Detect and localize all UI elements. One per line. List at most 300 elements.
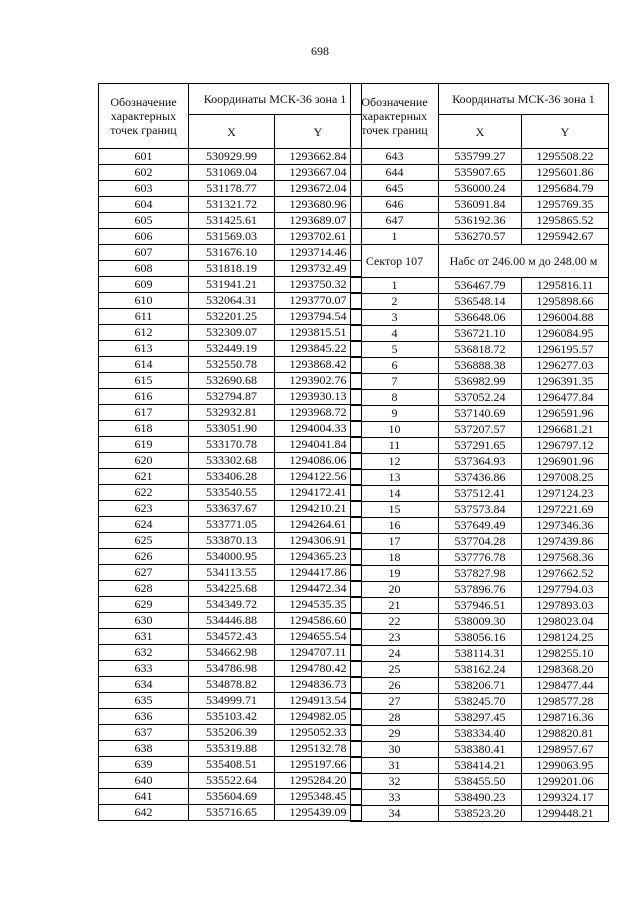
y-cell: 1298255.10 [522, 646, 609, 662]
table-row [99, 261, 362, 277]
point-id-cell: 29 [351, 726, 439, 742]
table-row [99, 549, 362, 565]
x-cell: 531178.77 [189, 181, 275, 197]
x-cell: 536000.24 [439, 181, 522, 197]
point-id-cell: 7 [351, 374, 439, 390]
x-cell: 536818.72 [439, 342, 522, 358]
y-cell: 1299324.17 [522, 790, 609, 806]
x-cell: 533540.55 [189, 485, 275, 501]
table-row [351, 790, 609, 806]
x-cell: 535716.65 [189, 805, 275, 821]
table-row [351, 470, 609, 486]
point-id-cell: 1 [351, 278, 439, 294]
x-cell: 537896.76 [439, 582, 522, 598]
y-cell: 1294004.33 [275, 421, 362, 437]
point-id-cell: 625 [99, 533, 189, 549]
point-id-cell: 643 [351, 149, 439, 165]
point-id-cell: 619 [99, 437, 189, 453]
table-row [351, 197, 609, 213]
point-id-cell: 2 [351, 294, 439, 310]
x-cell: 535103.42 [189, 709, 275, 725]
y-cell: 1295816.11 [522, 278, 609, 294]
point-id-cell: 25 [351, 662, 439, 678]
x-cell: 536467.79 [439, 278, 522, 294]
table-row [99, 245, 362, 261]
y-cell: 1297662.52 [522, 566, 609, 582]
x-cell: 538162.24 [439, 662, 522, 678]
x-cell: 532064.31 [189, 293, 275, 309]
table-row [351, 294, 609, 310]
table-row [351, 806, 609, 822]
point-id-cell: 13 [351, 470, 439, 486]
x-cell: 532794.87 [189, 389, 275, 405]
y-cell: 1295769.35 [522, 197, 609, 213]
y-cell: 1294122.56 [275, 469, 362, 485]
y-cell: 1293714.46 [275, 245, 362, 261]
table-row [99, 341, 362, 357]
point-id-cell: 34 [351, 806, 439, 822]
x-cell: 538380.41 [439, 742, 522, 758]
y-cell: 1294210.21 [275, 501, 362, 517]
table-row [351, 630, 609, 646]
point-id-cell: 21 [351, 598, 439, 614]
x-cell: 537512.41 [439, 486, 522, 502]
y-cell: 1298023.04 [522, 614, 609, 630]
x-cell: 531321.72 [189, 197, 275, 213]
y-cell: 1294041.84 [275, 437, 362, 453]
x-cell: 537946.51 [439, 598, 522, 614]
point-id-cell: 31 [351, 758, 439, 774]
y-cell: 1294264.61 [275, 517, 362, 533]
point-id-cell: 4 [351, 326, 439, 342]
table-row [351, 502, 609, 518]
point-id-cell: 9 [351, 406, 439, 422]
header-designation: Обозначение характерных точек границ [99, 84, 189, 149]
y-cell: 1298820.81 [522, 726, 609, 742]
y-cell: 1294913.54 [275, 693, 362, 709]
y-cell: 1294417.86 [275, 565, 362, 581]
y-cell: 1294982.05 [275, 709, 362, 725]
point-id-cell: 621 [99, 469, 189, 485]
x-cell: 538414.21 [439, 758, 522, 774]
table-row [351, 310, 609, 326]
y-cell: 1293968.72 [275, 405, 362, 421]
point-id-cell: 27 [351, 694, 439, 710]
point-id-cell: 612 [99, 325, 189, 341]
x-cell: 537776.78 [439, 550, 522, 566]
point-id-cell: 639 [99, 757, 189, 773]
table-row [99, 325, 362, 341]
point-id-cell: 634 [99, 677, 189, 693]
table-row [99, 661, 362, 677]
y-cell: 1293930.13 [275, 389, 362, 405]
point-id-cell: 15 [351, 502, 439, 518]
table-row [99, 165, 362, 181]
sector-row [351, 245, 609, 278]
point-id-cell: 644 [351, 165, 439, 181]
point-id-cell: 1 [351, 229, 439, 245]
x-cell: 538245.70 [439, 694, 522, 710]
table-row [99, 197, 362, 213]
header-x: X [439, 115, 522, 149]
table-row [99, 597, 362, 613]
y-cell: 1293815.51 [275, 325, 362, 341]
point-id-cell: 640 [99, 773, 189, 789]
table-row [99, 405, 362, 421]
y-cell: 1296901.96 [522, 454, 609, 470]
table-row [99, 357, 362, 373]
x-cell: 531676.10 [189, 245, 275, 261]
table-row [99, 725, 362, 741]
x-cell: 535319.88 [189, 741, 275, 757]
point-id-cell: 20 [351, 582, 439, 598]
table-row [99, 469, 362, 485]
point-id-cell: 645 [351, 181, 439, 197]
x-cell: 536648.06 [439, 310, 522, 326]
point-id-cell: 631 [99, 629, 189, 645]
y-cell: 1295684.79 [522, 181, 609, 197]
y-cell: 1295942.67 [522, 229, 609, 245]
y-cell: 1294172.41 [275, 485, 362, 501]
point-id-cell: 602 [99, 165, 189, 181]
table-row [351, 678, 609, 694]
table-row [351, 486, 609, 502]
x-cell: 537827.98 [439, 566, 522, 582]
x-cell: 534225.68 [189, 581, 275, 597]
table-row [99, 773, 362, 789]
point-id-cell: 18 [351, 550, 439, 566]
point-id-cell: 604 [99, 197, 189, 213]
x-cell: 538523.20 [439, 806, 522, 822]
y-cell: 1298716.36 [522, 710, 609, 726]
point-id-cell: 617 [99, 405, 189, 421]
table-row [99, 485, 362, 501]
point-id-cell: 638 [99, 741, 189, 757]
table-row [99, 693, 362, 709]
point-id-cell: 611 [99, 309, 189, 325]
x-cell: 536091.84 [439, 197, 522, 213]
y-cell: 1299063.95 [522, 758, 609, 774]
table-row [351, 774, 609, 790]
table-row [351, 229, 609, 245]
y-cell: 1297124.23 [522, 486, 609, 502]
y-cell: 1295439.09 [275, 805, 362, 821]
table-row [99, 565, 362, 581]
point-id-cell: 630 [99, 613, 189, 629]
table-row [351, 390, 609, 406]
y-cell: 1294535.35 [275, 597, 362, 613]
y-cell: 1293794.54 [275, 309, 362, 325]
point-id-cell: 636 [99, 709, 189, 725]
point-id-cell: 601 [99, 149, 189, 165]
y-cell: 1294472.34 [275, 581, 362, 597]
x-cell: 533406.28 [189, 469, 275, 485]
x-cell: 535408.51 [189, 757, 275, 773]
y-cell: 1294780.42 [275, 661, 362, 677]
table-row [351, 518, 609, 534]
point-id-cell: 603 [99, 181, 189, 197]
x-cell: 534999.71 [189, 693, 275, 709]
y-cell: 1296391.35 [522, 374, 609, 390]
point-id-cell: 5 [351, 342, 439, 358]
table-row [99, 613, 362, 629]
sector-label: Сектор 107 [351, 245, 439, 278]
table-row [351, 149, 609, 165]
table-row [99, 453, 362, 469]
point-id-cell: 613 [99, 341, 189, 357]
page-number: 698 [311, 44, 329, 58]
y-cell: 1295197.66 [275, 757, 362, 773]
point-id-cell: 618 [99, 421, 189, 437]
table-row [351, 342, 609, 358]
point-id-cell: 14 [351, 486, 439, 502]
table-row [351, 406, 609, 422]
x-cell: 536982.99 [439, 374, 522, 390]
point-id-cell: 614 [99, 357, 189, 373]
table-row [99, 277, 362, 293]
table-row [99, 677, 362, 693]
table-row [99, 741, 362, 757]
y-cell: 1296477.84 [522, 390, 609, 406]
header-y: Y [522, 115, 609, 149]
table-row [351, 181, 609, 197]
table-row [351, 614, 609, 630]
x-cell: 538490.23 [439, 790, 522, 806]
point-id-cell: 622 [99, 485, 189, 501]
x-cell: 531425.61 [189, 213, 275, 229]
x-cell: 534446.88 [189, 613, 275, 629]
table-row [351, 726, 609, 742]
y-cell: 1293680.96 [275, 197, 362, 213]
point-id-cell: 624 [99, 517, 189, 533]
y-cell: 1295898.66 [522, 294, 609, 310]
point-id-cell: 23 [351, 630, 439, 646]
point-id-cell: 32 [351, 774, 439, 790]
y-cell: 1297439.86 [522, 534, 609, 550]
y-cell: 1297346.36 [522, 518, 609, 534]
y-cell: 1296195.57 [522, 342, 609, 358]
point-id-cell: 620 [99, 453, 189, 469]
y-cell: 1293868.42 [275, 357, 362, 373]
y-cell: 1295284.20 [275, 773, 362, 789]
table-row [99, 517, 362, 533]
table-row [351, 422, 609, 438]
y-cell: 1298124.25 [522, 630, 609, 646]
y-cell: 1294707.11 [275, 645, 362, 661]
x-cell: 534349.72 [189, 597, 275, 613]
elevation-note: Набс от 246.00 м до 248.00 м [439, 245, 609, 278]
point-id-cell: 633 [99, 661, 189, 677]
table-row [351, 566, 609, 582]
y-cell: 1293662.84 [275, 149, 362, 165]
x-cell: 532690.68 [189, 373, 275, 389]
y-cell: 1299448.21 [522, 806, 609, 822]
table-row [351, 358, 609, 374]
table-row [351, 598, 609, 614]
table-row [99, 709, 362, 725]
table-row [351, 710, 609, 726]
x-cell: 531569.03 [189, 229, 275, 245]
x-cell: 537704.28 [439, 534, 522, 550]
y-cell: 1296797.12 [522, 438, 609, 454]
point-id-cell: 606 [99, 229, 189, 245]
header-y: Y [275, 115, 362, 149]
x-cell: 533051.90 [189, 421, 275, 437]
x-cell: 535206.39 [189, 725, 275, 741]
x-cell: 537436.86 [439, 470, 522, 486]
table-row [99, 309, 362, 325]
point-id-cell: 11 [351, 438, 439, 454]
point-id-cell: 628 [99, 581, 189, 597]
y-cell: 1294306.91 [275, 533, 362, 549]
x-cell: 531818.19 [189, 261, 275, 277]
header-x: X [189, 115, 275, 149]
x-cell: 533637.67 [189, 501, 275, 517]
point-id-cell: 635 [99, 693, 189, 709]
y-cell: 1298368.20 [522, 662, 609, 678]
table-row [99, 501, 362, 517]
x-cell: 532550.78 [189, 357, 275, 373]
x-cell: 532309.07 [189, 325, 275, 341]
y-cell: 1298477.44 [522, 678, 609, 694]
y-cell: 1293770.07 [275, 293, 362, 309]
point-id-cell: 642 [99, 805, 189, 821]
table-row [99, 629, 362, 645]
point-id-cell: 623 [99, 501, 189, 517]
x-cell: 536548.14 [439, 294, 522, 310]
x-cell: 538297.45 [439, 710, 522, 726]
point-id-cell: 615 [99, 373, 189, 389]
point-id-cell: 3 [351, 310, 439, 326]
point-id-cell: 26 [351, 678, 439, 694]
point-id-cell: 616 [99, 389, 189, 405]
x-cell: 531069.04 [189, 165, 275, 181]
x-cell: 536721.10 [439, 326, 522, 342]
x-cell: 533302.68 [189, 453, 275, 469]
x-cell: 534000.95 [189, 549, 275, 565]
x-cell: 530929.99 [189, 149, 275, 165]
right-coordinates-table [350, 83, 609, 822]
table-row [351, 326, 609, 342]
y-cell: 1296681.21 [522, 422, 609, 438]
point-id-cell: 641 [99, 789, 189, 805]
y-cell: 1297221.69 [522, 502, 609, 518]
point-id-cell: 30 [351, 742, 439, 758]
y-cell: 1294086.06 [275, 453, 362, 469]
y-cell: 1297794.03 [522, 582, 609, 598]
table-row [99, 805, 362, 821]
table-row [99, 149, 362, 165]
table-row [351, 278, 609, 294]
x-cell: 533870.13 [189, 533, 275, 549]
table-row [351, 374, 609, 390]
point-id-cell: 6 [351, 358, 439, 374]
x-cell: 534662.98 [189, 645, 275, 661]
y-cell: 1296004.88 [522, 310, 609, 326]
y-cell: 1295052.33 [275, 725, 362, 741]
point-id-cell: 8 [351, 390, 439, 406]
table-row [99, 373, 362, 389]
table-row [99, 213, 362, 229]
table-row [351, 646, 609, 662]
x-cell: 535522.64 [189, 773, 275, 789]
y-cell: 1298957.67 [522, 742, 609, 758]
x-cell: 535604.69 [189, 789, 275, 805]
y-cell: 1293902.76 [275, 373, 362, 389]
point-id-cell: 609 [99, 277, 189, 293]
x-cell: 538206.71 [439, 678, 522, 694]
x-cell: 537364.93 [439, 454, 522, 470]
table-row [99, 437, 362, 453]
y-cell: 1297008.25 [522, 470, 609, 486]
x-cell: 535907.65 [439, 165, 522, 181]
table-row [99, 789, 362, 805]
point-id-cell: 605 [99, 213, 189, 229]
y-cell: 1293667.04 [275, 165, 362, 181]
x-cell: 532201.25 [189, 309, 275, 325]
y-cell: 1298577.28 [522, 694, 609, 710]
x-cell: 534113.55 [189, 565, 275, 581]
point-id-cell: 608 [99, 261, 189, 277]
x-cell: 537573.84 [439, 502, 522, 518]
y-cell: 1295508.22 [522, 149, 609, 165]
x-cell: 536270.57 [439, 229, 522, 245]
x-cell: 537052.24 [439, 390, 522, 406]
x-cell: 536192.36 [439, 213, 522, 229]
y-cell: 1299201.06 [522, 774, 609, 790]
x-cell: 538056.16 [439, 630, 522, 646]
x-cell: 538009.30 [439, 614, 522, 630]
y-cell: 1293672.04 [275, 181, 362, 197]
y-cell: 1295132.78 [275, 741, 362, 757]
x-cell: 536888.38 [439, 358, 522, 374]
x-cell: 533771.05 [189, 517, 275, 533]
x-cell: 537291.65 [439, 438, 522, 454]
x-cell: 532449.19 [189, 341, 275, 357]
header-designation: Обозначение характерных точек границ [351, 84, 439, 149]
point-id-cell: 22 [351, 614, 439, 630]
table-row [99, 293, 362, 309]
header-coordinates: Координаты МСК-36 зона 1 [189, 84, 362, 115]
y-cell: 1295348.45 [275, 789, 362, 805]
table-row [351, 582, 609, 598]
y-cell: 1293845.22 [275, 341, 362, 357]
y-cell: 1294365.23 [275, 549, 362, 565]
point-id-cell: 16 [351, 518, 439, 534]
y-cell: 1293702.61 [275, 229, 362, 245]
point-id-cell: 632 [99, 645, 189, 661]
table-row [351, 438, 609, 454]
y-cell: 1294655.54 [275, 629, 362, 645]
x-cell: 533170.78 [189, 437, 275, 453]
y-cell: 1295865.52 [522, 213, 609, 229]
y-cell: 1295601.86 [522, 165, 609, 181]
y-cell: 1297893.03 [522, 598, 609, 614]
x-cell: 537207.57 [439, 422, 522, 438]
table-row [99, 757, 362, 773]
table-row [351, 165, 609, 181]
point-id-cell: 610 [99, 293, 189, 309]
point-id-cell: 33 [351, 790, 439, 806]
y-cell: 1293689.07 [275, 213, 362, 229]
y-cell: 1294836.73 [275, 677, 362, 693]
x-cell: 537140.69 [439, 406, 522, 422]
table-row [99, 229, 362, 245]
table-row [99, 581, 362, 597]
table-row [99, 181, 362, 197]
table-row [351, 454, 609, 470]
point-id-cell: 28 [351, 710, 439, 726]
